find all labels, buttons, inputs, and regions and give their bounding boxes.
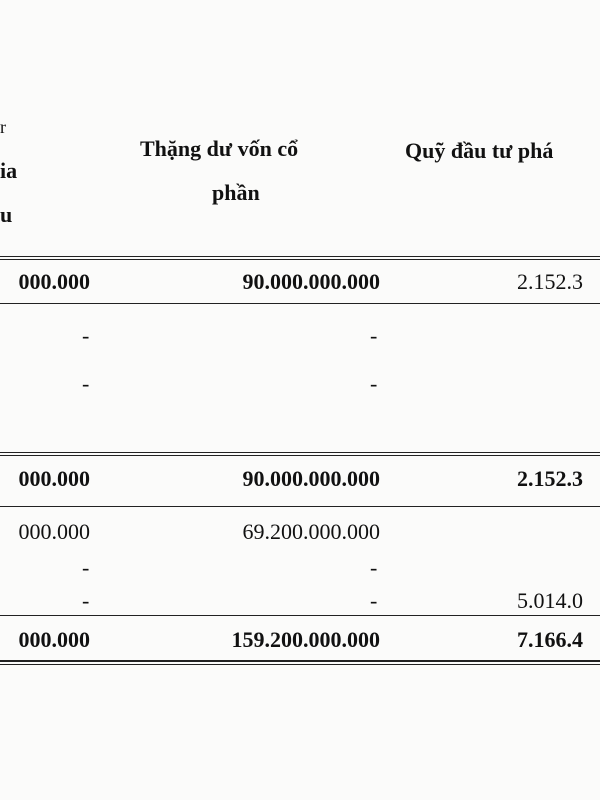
- cell-r5-c2: 69.200.000.000: [242, 519, 380, 544]
- cell-r7-c2: -: [370, 588, 378, 613]
- cell-total-c1: 000.000: [18, 627, 90, 652]
- col2-header-line2: phần: [212, 180, 260, 205]
- cell-r1-c1: 000.000: [18, 269, 90, 294]
- col2-header-line1: Thặng dư vốn cổ: [140, 136, 299, 161]
- rule-after-row4: [0, 506, 600, 507]
- cell-total-c3: 7.166.4: [517, 627, 583, 652]
- rule-top-2: [0, 259, 600, 260]
- cell-r4-c2: 90.000.000.000: [242, 466, 380, 491]
- rule-after-row1: [0, 303, 600, 304]
- cell-r1-c3: 2.152.3: [517, 269, 583, 294]
- cell-r3-c1: -: [82, 371, 90, 396]
- rule-before-row4-1: [0, 452, 600, 453]
- rule-before-total: [0, 615, 600, 616]
- cell-r6-c2: -: [370, 555, 378, 580]
- cell-r1-c2: 90.000.000.000: [242, 269, 380, 294]
- rule-top-1: [0, 256, 600, 257]
- cell-r5-c1: 000.000: [18, 519, 90, 544]
- col1-header-fragment-bot: u: [0, 202, 13, 227]
- cell-r7-c1: -: [82, 588, 90, 613]
- cell-r4-c1: 000.000: [18, 466, 90, 491]
- cell-r4-c3: 2.152.3: [517, 466, 583, 491]
- rule-before-row4-2: [0, 455, 600, 456]
- cell-r2-c2: -: [370, 323, 378, 348]
- rule-after-total-2: [0, 664, 600, 665]
- cell-r7-c3: 5.014.0: [517, 588, 583, 613]
- cell-r3-c2: -: [370, 371, 378, 396]
- cell-r2-c1: -: [82, 323, 90, 348]
- col3-header-line1: Quỹ đầu tư phá: [405, 138, 554, 163]
- rule-after-total-1: [0, 660, 600, 662]
- cell-r6-c1: -: [82, 555, 90, 580]
- cell-total-c2: 159.200.000.000: [231, 627, 380, 652]
- col1-header-fragment-top: r: [0, 117, 6, 137]
- col1-header-fragment-mid: ia: [0, 158, 18, 183]
